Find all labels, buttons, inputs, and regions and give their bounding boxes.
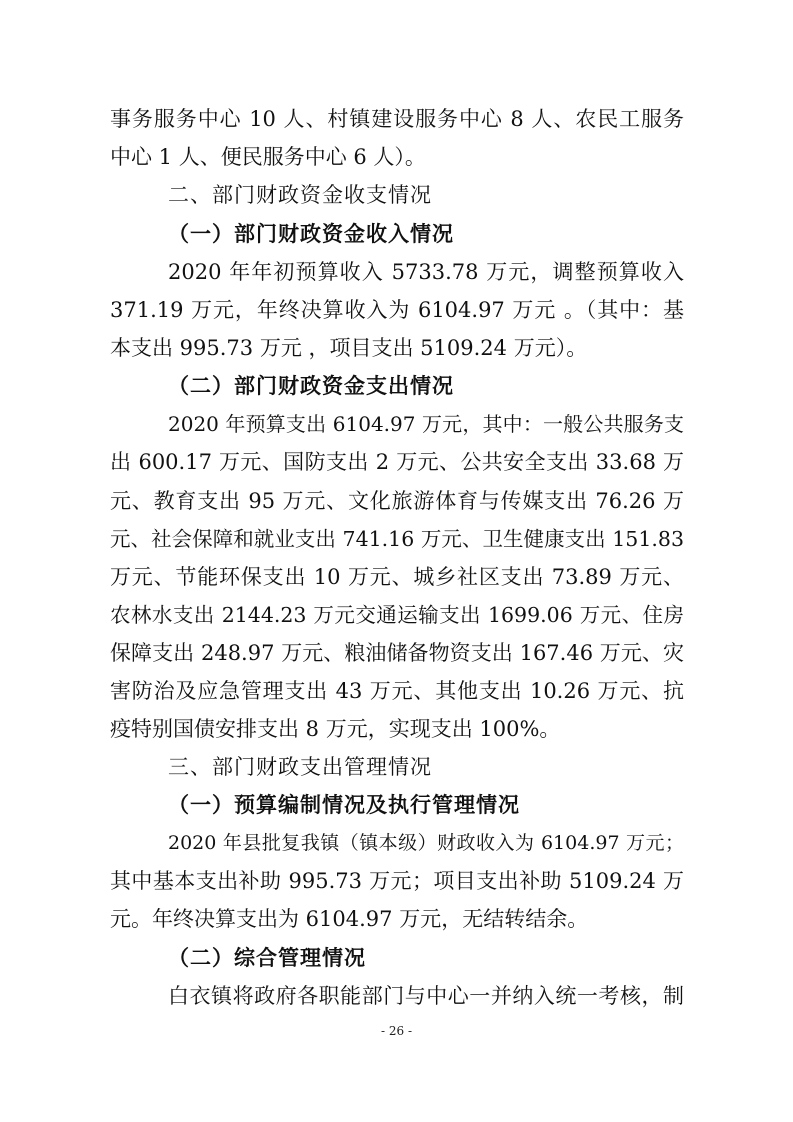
body-line: 疫特别国债安排支出 8 万元，实现支出 100%。 <box>110 717 561 741</box>
body-line: 本支出 995.73 万元 ，项目支出 5109.24 万元）。 <box>110 336 588 360</box>
body-line: 中心 1 人、便民服务中心 6 人）。 <box>110 145 426 169</box>
body-line: 2020 年年初预算收入 5733.78 万元，调整预算收入 <box>168 260 684 284</box>
body-line: 农林水支出 2144.23 万元交通运输支出 1699.06 万元、住房 <box>110 603 684 627</box>
page-number: - 26 - <box>380 1024 412 1038</box>
subsection-heading: （一）部门财政资金收入情况 <box>168 222 454 246</box>
body-line: 元、教育支出 95 万元、文化旅游体育与传媒支出 76.26 万 <box>110 489 684 513</box>
subsection-heading: （一）预算编制情况及执行管理情况 <box>168 793 520 817</box>
subsection-heading: （二）部门财政资金支出情况 <box>168 374 454 398</box>
body-line: 保障支出 248.97 万元、粮油储备物资支出 167.46 万元、灾 <box>110 641 684 665</box>
section-heading: 三、部门财政支出管理情况 <box>168 755 432 779</box>
body-line: 371.19 万元，年终决算收入为 6104.97 万元 。（其中：基 <box>110 298 684 322</box>
body-line: 害防治及应急管理支出 43 万元、其他支出 10.26 万元、抗 <box>110 679 684 703</box>
body-line: 万元、节能环保支出 10 万元、城乡社区支出 73.89 万元、 <box>110 565 684 589</box>
body-line: 事务服务中心 10 人、村镇建设服务中心 8 人、农民工服务 <box>110 107 684 131</box>
body-line: 白衣镇将政府各职能部门与中心一并纳入统一考核，制 <box>168 984 684 1008</box>
body-line: 2020 年预算支出 6104.97 万元，其中：一般公共服务支 <box>168 412 684 436</box>
body-line: 元。年终决算支出为 6104.97 万元，无结转结余。 <box>110 907 589 931</box>
body-line: 元、社会保障和就业支出 741.16 万元、卫生健康支出 151.83 <box>110 527 684 551</box>
body-line: 其中基本支出补助 995.73 万元；项目支出补助 5109.24 万 <box>110 869 684 893</box>
subsection-heading: （二）综合管理情况 <box>168 946 366 970</box>
body-line: 2020 年县批复我镇（镇本级）财政收入为 6104.97 万元； <box>168 832 684 854</box>
body-line: 出 600.17 万元、国防支出 2 万元、公共安全支出 33.68 万 <box>110 450 684 474</box>
section-heading: 二、部门财政资金收支情况 <box>168 183 432 207</box>
